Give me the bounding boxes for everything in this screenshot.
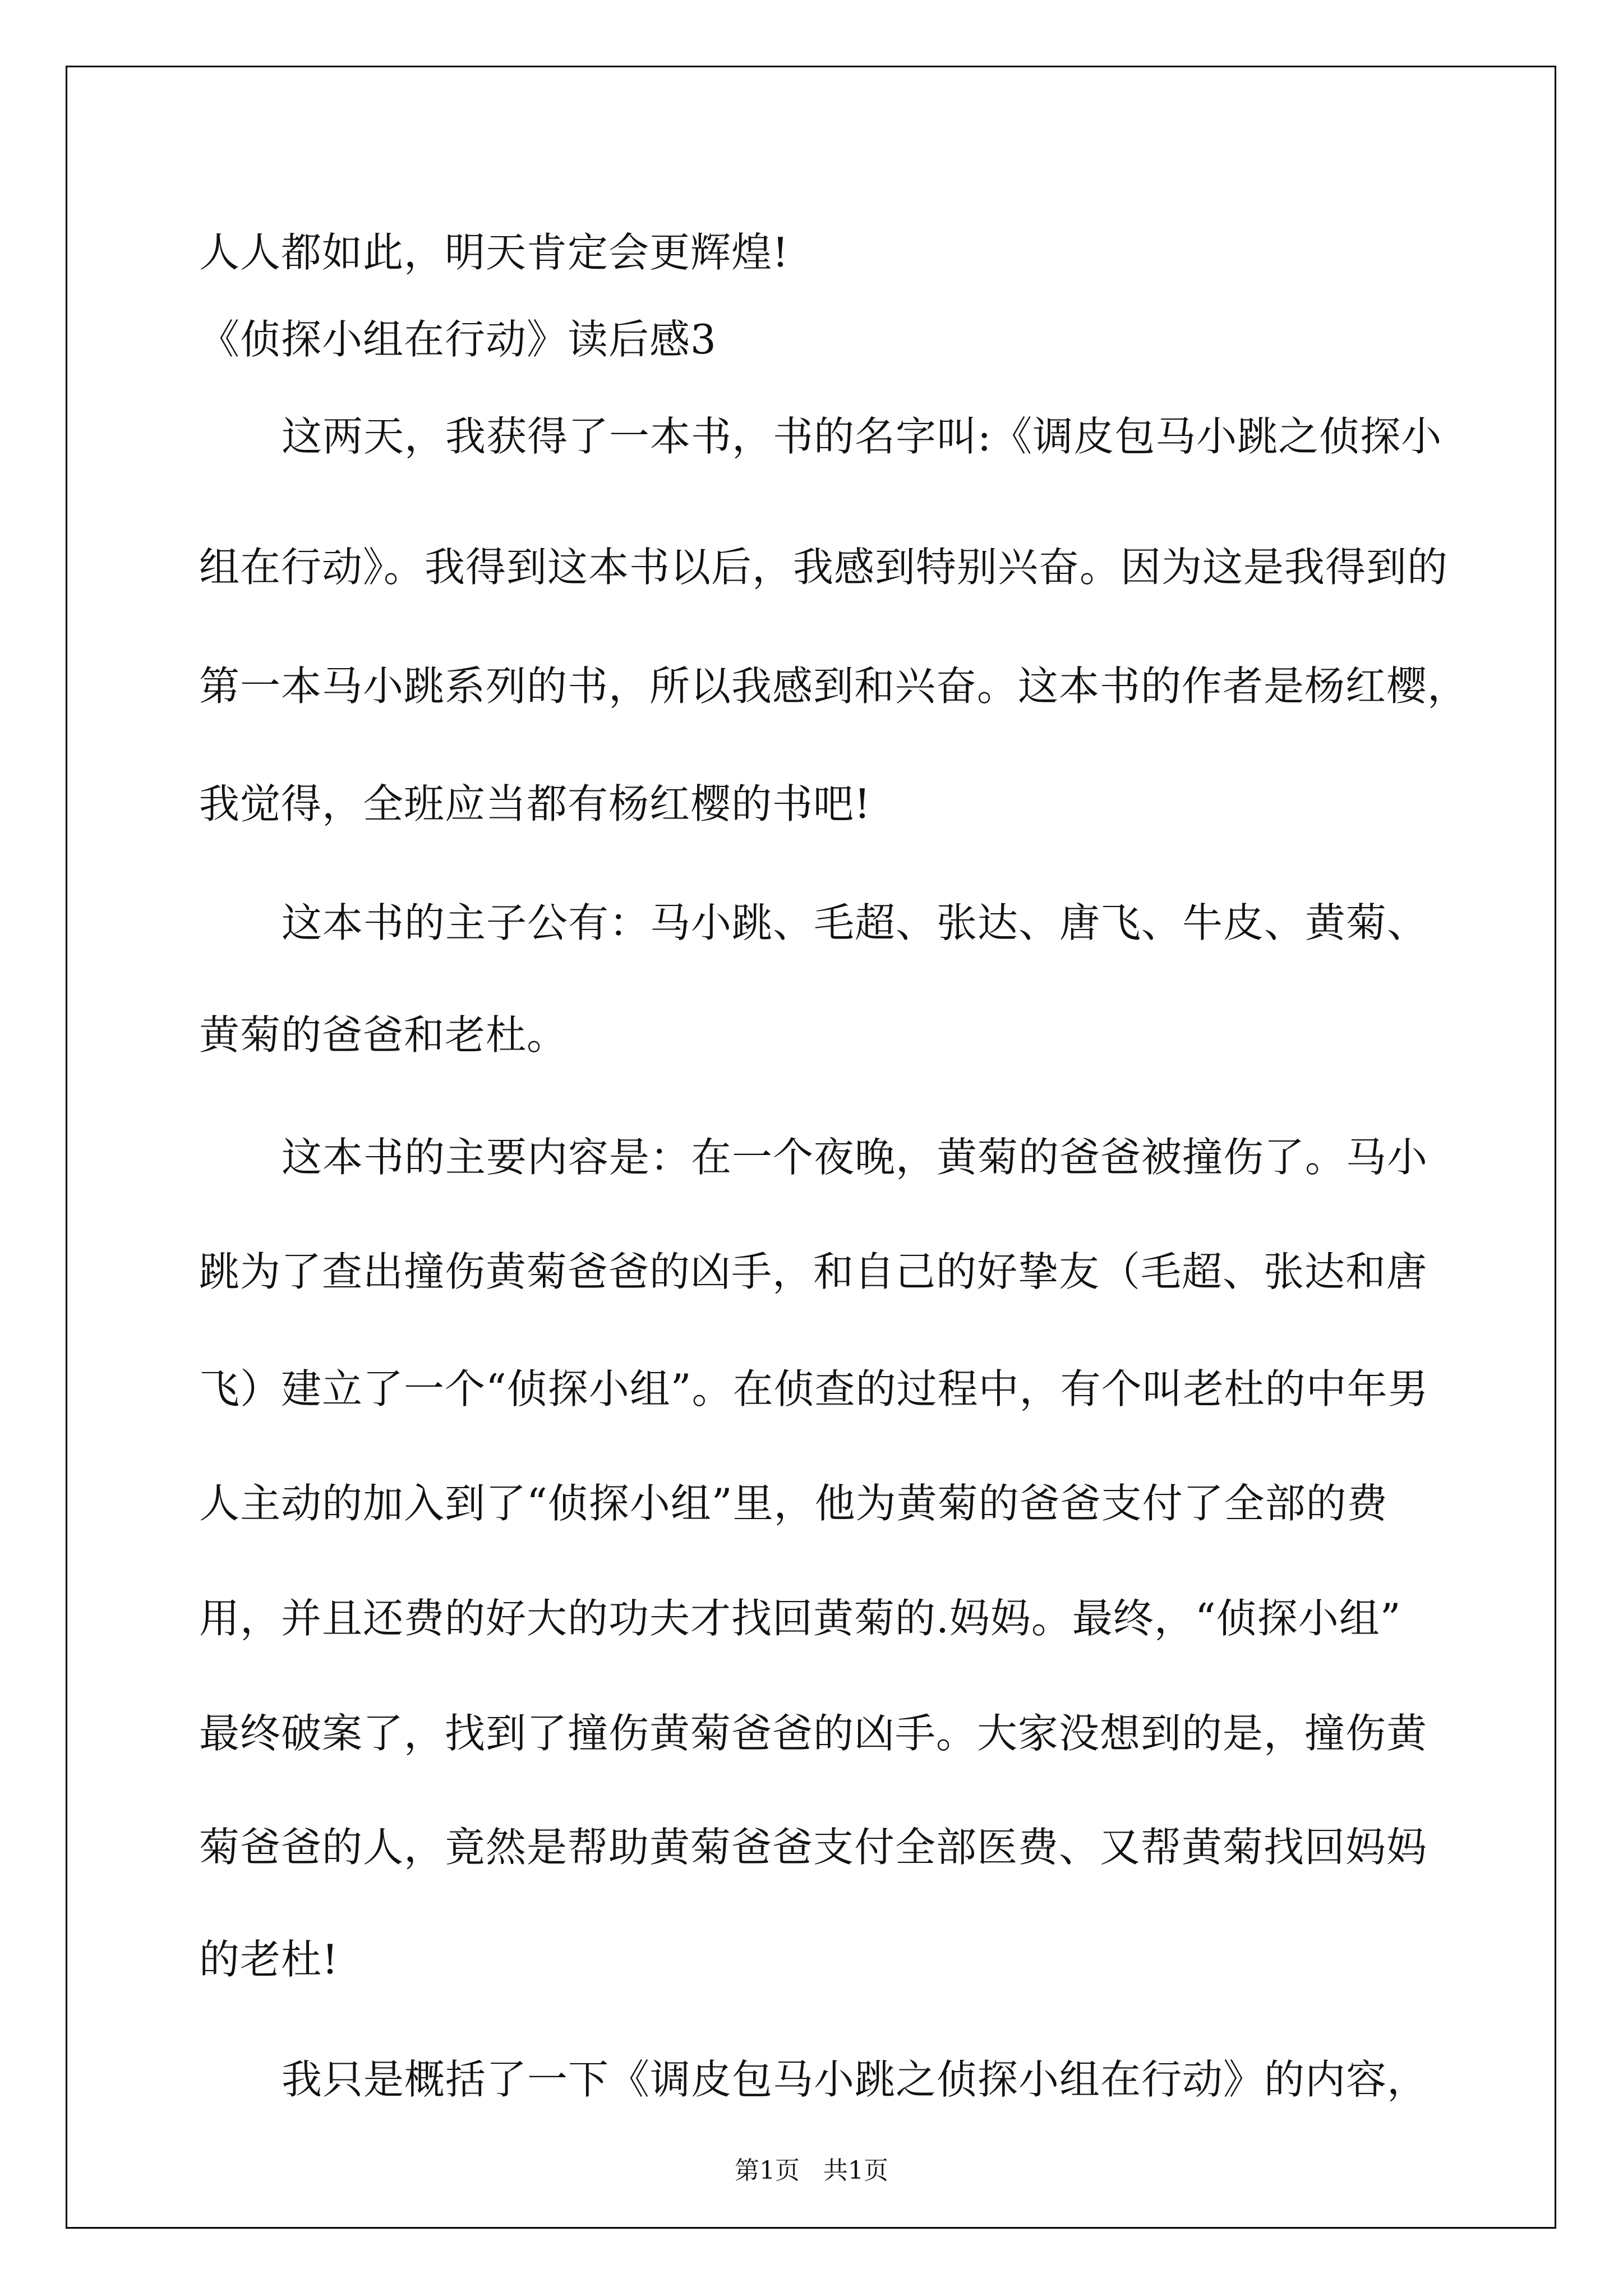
paragraph-3-line-1: 这本书的主要内容是：在一个夜晚，黄菊的爸爸被撞伤了。马小: [282, 1134, 1428, 1181]
section-heading: 《侦探小组在行动》读后感3: [199, 316, 717, 363]
paragraph-3-line-2: 跳为了查出撞伤黄菊爸爸的凶手，和自己的好挚友（毛超、张达和唐: [199, 1248, 1428, 1295]
paragraph-3-line-4: 人主动的加入到了“侦探小组”里，他为黄菊的爸爸支付了全部的费: [199, 1480, 1388, 1527]
paragraph-3-line-5: 用，并且还费的好大的功夫才找回黄菊的.妈妈。最终，“侦探小组”: [199, 1595, 1401, 1642]
text-line-1: 人人都如此，明天肯定会更辉煌!: [199, 229, 789, 276]
paragraph-3-line-6: 最终破案了，找到了撞伤黄菊爸爸的凶手。大家没想到的是，撞伤黄: [199, 1710, 1428, 1757]
paragraph-3-line-8: 的老杜!: [199, 1936, 339, 1983]
paragraph-2-line-2: 黄菊的爸爸和老杜。: [199, 1011, 568, 1059]
paragraph-3-line-3: 飞）建立了一个“侦探小组”。在侦查的过程中，有个叫老杜的中年男: [199, 1365, 1429, 1412]
paragraph-1-line-1: 这两天，我获得了一本书，书的名字叫:《调皮包马小跳之侦探小: [282, 413, 1442, 460]
page-number-footer: 第1页 共1页: [735, 2156, 888, 2185]
paragraph-3-line-7: 菊爸爸的人，竟然是帮助黄菊爸爸支付全部医费、又帮黄菊找回妈妈: [199, 1824, 1428, 1871]
paragraph-1-line-3: 第一本马小跳系列的书，所以我感到和兴奋。这本书的作者是杨红樱，: [199, 662, 1469, 710]
paragraph-1-line-2: 组在行动》。我得到这本书以后，我感到特别兴奋。因为这是我得到的: [199, 544, 1449, 591]
paragraph-2-line-1: 这本书的主子公有：马小跳、毛超、张达、唐飞、牛皮、黄菊、: [282, 899, 1428, 946]
paragraph-4-line-1: 我只是概括了一下《调皮包马小跳之侦探小组在行动》的内容，: [282, 2056, 1428, 2103]
paragraph-1-line-4: 我觉得，全班应当都有杨红樱的书吧!: [199, 780, 871, 827]
